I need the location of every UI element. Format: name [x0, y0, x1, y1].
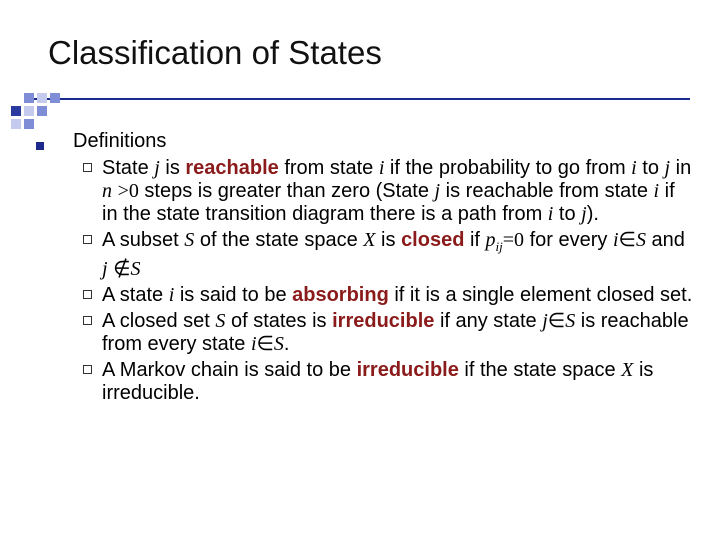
level1-bullet: [36, 142, 44, 150]
heading-definitions: Definitions: [73, 130, 167, 152]
decor-square: [37, 106, 47, 116]
checkbox-bullet-icon: [83, 365, 92, 374]
list-item: State j is reachable from state i if the probability to go from i to j in n >0 steps is greater than zero (State j is reachable from state i if in the state transition diagram there is a path from i to j).: [83, 157, 693, 226]
decor-square: [37, 93, 47, 103]
list-item: A state i is said to be absorbing if it is a single element closed set.: [83, 284, 693, 307]
keyword: absorbing: [292, 284, 389, 306]
list-item: A closed set S of states is irreducible if any state j∈S is reachable from every state i∈S.: [83, 310, 693, 356]
list-item: A Markov chain is said to be irreducible if the state space X is irreducible.: [83, 359, 693, 405]
definitions-list: [83, 157, 693, 408]
checkbox-bullet-icon: [83, 290, 92, 299]
decor-square: [50, 93, 60, 103]
decor-square: [24, 119, 34, 129]
keyword: closed: [401, 229, 465, 251]
decor-square: [24, 106, 34, 116]
list-item: A subset S of the state space X is closed if $p_{ij}=0$ for every i∈S and j ∉S: [83, 229, 693, 281]
keyword: reachable: [185, 157, 279, 179]
checkbox-bullet-icon: [83, 235, 92, 244]
keyword: irreducible: [356, 359, 459, 381]
slide-title: Classification of States: [48, 34, 382, 71]
checkbox-bullet-icon: [83, 163, 92, 172]
keyword: irreducible: [332, 310, 435, 332]
title-rule: [26, 98, 690, 100]
decor-square: [11, 106, 21, 116]
checkbox-bullet-icon: [83, 316, 92, 325]
decor-square: [11, 119, 21, 129]
decor-square: [24, 93, 34, 103]
